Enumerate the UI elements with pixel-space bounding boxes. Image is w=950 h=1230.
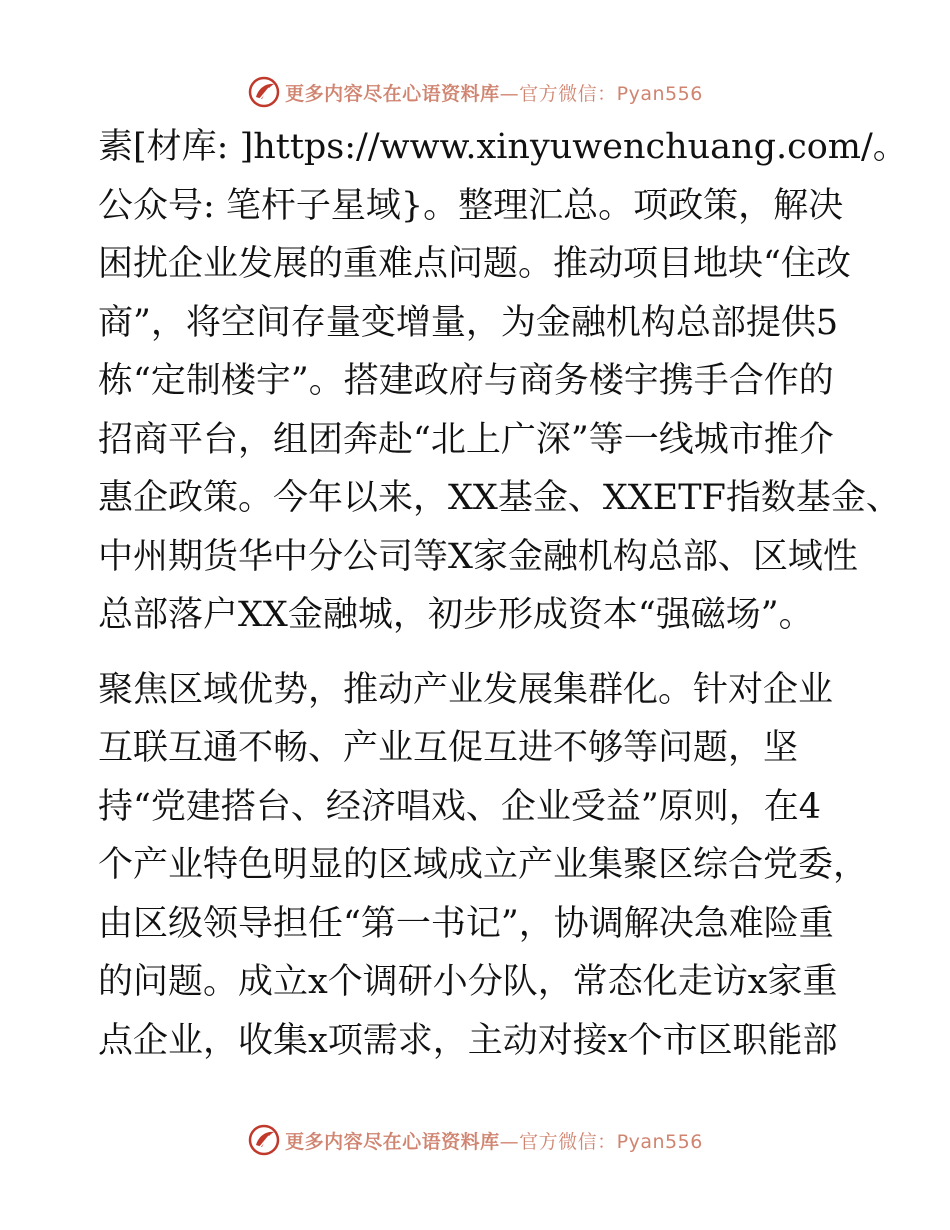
logo-icon bbox=[247, 1123, 281, 1157]
text-line: 的问题。成立x个调研小分队，常态化走访x家重 bbox=[98, 962, 838, 1002]
document-body bbox=[98, 118, 908, 1070]
logo-icon bbox=[247, 75, 281, 109]
text-line: 互联互通不畅、产业互促互进不够等问题，坚 bbox=[98, 728, 799, 768]
header-promo-text: 更多内容尽在心语资料库 bbox=[285, 82, 500, 105]
text-line: 总部落户XX金融城，初步形成资本“强磁场”。 bbox=[98, 595, 814, 635]
footer-wechat-text: —官方微信：Pyan556 bbox=[499, 1130, 703, 1153]
text-line: 素[材库: ]https://www.xinyuwenchuang.com/。 bbox=[98, 127, 908, 167]
paragraph bbox=[98, 118, 908, 645]
text-line: 招商平台，组团奔赴“北上广深”等一线城市推介 bbox=[98, 419, 834, 460]
footer-banner bbox=[0, 1120, 950, 1160]
header-wechat-text: —官方微信：Pyan556 bbox=[499, 82, 703, 105]
text-line: 中州期货华中分公司等X家金融机构总部、区域性 bbox=[98, 536, 858, 577]
text-line: 个产业特色明显的区域成立产业集聚区综合党委， bbox=[98, 845, 869, 885]
text-line: 困扰企业发展的重难点问题。推动项目地块“住改 bbox=[98, 244, 851, 284]
paragraph bbox=[98, 661, 869, 1071]
text-line: 由区级领导担任“第一书记”，协调解决急难险重 bbox=[98, 903, 834, 944]
text-line: 商”，将空间存量变增量，为金融机构总部提供5 bbox=[98, 302, 839, 343]
text-line: 聚焦区域优势，推动产业发展集群化。针对企业 bbox=[98, 669, 834, 710]
text-line: 公众号: 笔杆子星域}。整理汇总。项政策，解决 bbox=[98, 185, 844, 226]
text-line: 栋“定制楼宇”。搭建政府与商务楼宇携手合作的 bbox=[98, 361, 834, 401]
header-banner bbox=[0, 72, 950, 112]
footer-promo-text: 更多内容尽在心语资料库 bbox=[285, 1130, 500, 1153]
text-line: 惠企政策。今年以来，XX基金、XXETF指数基金、 bbox=[98, 478, 901, 518]
text-line: 点企业，收集x项需求，主动对接x个市区职能部 bbox=[98, 1020, 838, 1061]
text-line: 持“党建搭台、经济唱戏、企业受益”原则，在4 bbox=[98, 786, 822, 827]
paragraph-gap bbox=[98, 645, 858, 661]
